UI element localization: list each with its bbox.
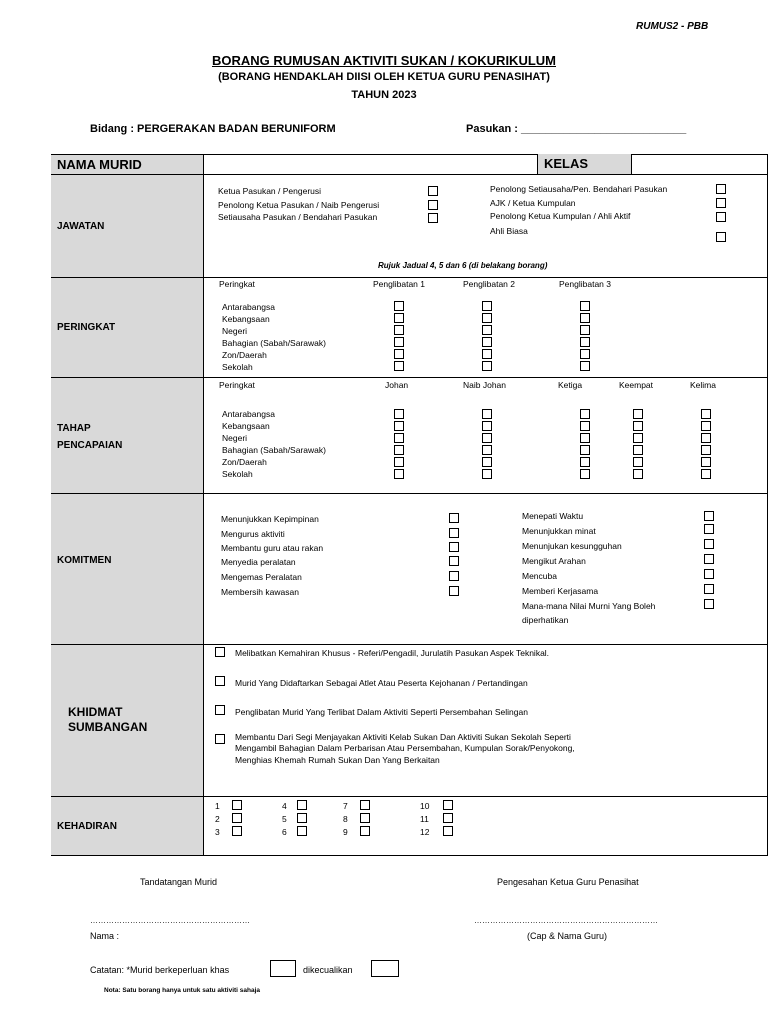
kehadiran-label: KEHADIRAN <box>57 821 117 832</box>
komitmen-checkbox[interactable] <box>449 571 459 581</box>
komitmen-checkbox[interactable] <box>449 556 459 566</box>
tahap-checkbox[interactable] <box>580 421 590 431</box>
komitmen-checkbox[interactable] <box>704 584 714 594</box>
tahap-checkbox[interactable] <box>633 469 643 479</box>
khidmat-checkbox[interactable] <box>215 734 225 744</box>
kehadiran-checkbox[interactable] <box>360 813 370 823</box>
kehadiran-number: 6 <box>282 827 287 837</box>
tahap-checkbox[interactable] <box>701 409 711 419</box>
jawatan-item: Setiausaha Pasukan / Bendahari Pasukan <box>218 212 378 222</box>
khidmat-checkbox[interactable] <box>215 647 225 657</box>
kehadiran-checkbox[interactable] <box>360 826 370 836</box>
tahap-level: Zon/Daerah <box>222 457 267 467</box>
student-signature-label: Tandatangan Murid <box>140 877 218 887</box>
komitmen-checkbox[interactable] <box>449 542 459 552</box>
tahap-header: Peringkat <box>219 380 255 390</box>
tahap-checkbox[interactable] <box>394 445 404 455</box>
tahap-checkbox[interactable] <box>580 409 590 419</box>
khidmat-item: Murid Yang Didaftarkan Sebagai Atlet Atau Peserta Kejohanan / Pertandingan <box>235 678 528 688</box>
tahap-checkbox[interactable] <box>633 457 643 467</box>
peringkat-col-2: Penglibatan 2 <box>463 279 515 289</box>
tahap-checkbox[interactable] <box>701 445 711 455</box>
peringkat-level: Antarabangsa <box>222 302 275 312</box>
jawatan-label: JAWATAN <box>57 221 105 232</box>
peringkat-col-3: Penglibatan 3 <box>559 279 611 289</box>
kehadiran-checkbox[interactable] <box>232 800 242 810</box>
peringkat-checkbox[interactable] <box>580 301 590 311</box>
tahap-cell <box>51 378 203 493</box>
khidmat-item: Menghias Khemah Rumah Sukan Dan Yang Berkaitan <box>235 755 440 765</box>
tahap-level: Bahagian (Sabah/Sarawak) <box>222 445 326 455</box>
kehadiran-number: 12 <box>420 827 430 837</box>
peringkat-checkbox[interactable] <box>580 349 590 359</box>
tahap-col-5: Kelima <box>690 380 716 390</box>
komitmen-item: Menyedia peralatan <box>221 557 296 567</box>
form-title: BORANG RUMUSAN AKTIVITI SUKAN / KOKURIKULUM <box>211 53 556 68</box>
pencapaian-label: PENCAPAIAN <box>57 440 123 451</box>
nama-murid-label: NAMA MURID <box>57 157 142 172</box>
peringkat-checkbox[interactable] <box>394 313 404 323</box>
kehadiran-cell <box>51 797 203 855</box>
form-code: RUMUS2 - PBB <box>636 21 709 32</box>
peringkat-cell <box>51 278 203 377</box>
komitmen-item: Mencuba <box>522 571 557 581</box>
komitmen-item: diperhatikan <box>522 615 569 625</box>
peringkat-checkbox[interactable] <box>394 337 404 347</box>
tahap-checkbox[interactable] <box>580 433 590 443</box>
dikecualikan-label: dikecualikan <box>303 965 353 975</box>
kehadiran-checkbox[interactable] <box>232 813 242 823</box>
komitmen-item: Menepati Waktu <box>522 511 584 521</box>
tahap-checkbox[interactable] <box>701 421 711 431</box>
peringkat-checkbox[interactable] <box>394 325 404 335</box>
kehadiran-checkbox[interactable] <box>297 826 307 836</box>
kehadiran-number: 2 <box>215 814 220 824</box>
tahap-checkbox[interactable] <box>482 469 492 479</box>
tahap-checkbox[interactable] <box>482 457 492 467</box>
khidmat-checkbox[interactable] <box>215 705 225 715</box>
jawatan-item: Penolong Ketua Pasukan / Naib Pengerusi <box>218 200 380 210</box>
nama-murid-cell <box>51 155 203 174</box>
tahap-col-1: Johan <box>385 380 409 390</box>
peringkat-level: Negeri <box>222 326 248 336</box>
kehadiran-number: 10 <box>420 801 430 811</box>
tahap-checkbox[interactable] <box>394 457 404 467</box>
peringkat-checkbox[interactable] <box>482 337 492 347</box>
kehadiran-checkbox[interactable] <box>443 813 453 823</box>
kehadiran-number: 8 <box>343 814 348 824</box>
tahap-checkbox[interactable] <box>580 469 590 479</box>
jawatan-checkbox[interactable] <box>428 213 438 223</box>
peringkat-checkbox[interactable] <box>482 361 492 371</box>
komitmen-item: Membersih kawasan <box>221 587 299 597</box>
peringkat-checkbox[interactable] <box>394 301 404 311</box>
komitmen-label: KOMITMEN <box>57 555 112 566</box>
komitmen-item: Menunjukkan Kepimpinan <box>221 514 319 524</box>
tahap-level: Sekolah <box>222 469 253 479</box>
tahap-col-2: Naib Johan <box>463 380 507 390</box>
komitmen-checkbox[interactable] <box>704 569 714 579</box>
kehadiran-checkbox[interactable] <box>443 800 453 810</box>
komitmen-checkbox[interactable] <box>704 524 714 534</box>
jawatan-item: Ahli Biasa <box>490 226 528 236</box>
jawatan-checkbox[interactable] <box>716 198 726 208</box>
nama-label: Nama : <box>90 931 120 941</box>
teacher-signature-label: Pengesahan Ketua Guru Penasihat <box>497 877 639 887</box>
kehadiran-number: 7 <box>343 801 348 811</box>
peringkat-checkbox[interactable] <box>482 301 492 311</box>
tahap-checkbox[interactable] <box>633 421 643 431</box>
peringkat-label: PERINGKAT <box>57 322 116 333</box>
jawatan-checkbox[interactable] <box>716 232 726 242</box>
jawatan-checkbox[interactable] <box>428 186 438 196</box>
tahap-level: Negeri <box>222 433 248 443</box>
jawatan-cell <box>51 175 203 277</box>
tahap-level: Kebangsaan <box>222 421 270 431</box>
kehadiran-checkbox[interactable] <box>297 800 307 810</box>
tahap-checkbox[interactable] <box>394 469 404 479</box>
nama-murid-input[interactable] <box>204 155 537 174</box>
komitmen-checkbox[interactable] <box>704 554 714 564</box>
peringkat-checkbox[interactable] <box>580 325 590 335</box>
jawatan-checkbox[interactable] <box>716 184 726 194</box>
peringkat-checkbox[interactable] <box>394 361 404 371</box>
pasukan-field[interactable]: Pasukan : ___________________________ <box>466 123 687 135</box>
komitmen-checkbox[interactable] <box>449 528 459 538</box>
student-signature-line[interactable]: …………………………………………………… <box>90 916 250 925</box>
kehadiran-number: 5 <box>282 814 287 824</box>
komitmen-checkbox[interactable] <box>704 599 714 609</box>
komitmen-item: Menunjukkan minat <box>522 526 596 536</box>
tahap-checkbox[interactable] <box>482 433 492 443</box>
khidmat-item: Mengambil Bahagian Dalam Perbarisan Atau Persembahan, Kumpulan Sorak/Penyokong, <box>235 743 575 753</box>
kelas-cell <box>537 154 632 174</box>
catatan-label: Catatan: *Murid berkeperluan khas <box>90 965 230 975</box>
bidang-field: Bidang : PERGERAKAN BADAN BERUNIFORM <box>90 123 336 135</box>
jawatan-checkbox[interactable] <box>716 212 726 222</box>
tahap-checkbox[interactable] <box>394 421 404 431</box>
tahap-level: Antarabangsa <box>222 409 275 419</box>
komitmen-checkbox[interactable] <box>704 511 714 521</box>
kelas-label: KELAS <box>544 156 589 171</box>
kelas-input[interactable] <box>633 155 767 174</box>
peringkat-checkbox[interactable] <box>482 325 492 335</box>
peringkat-col-1: Penglibatan 1 <box>373 279 425 289</box>
tahap-checkbox[interactable] <box>580 445 590 455</box>
cap-label: (Cap & Nama Guru) <box>527 931 608 941</box>
peringkat-level: Sekolah <box>222 362 253 372</box>
form-subtitle: (BORANG HENDAKLAH DIISI OLEH KETUA GURU PENASIHAT) <box>218 71 550 83</box>
peringkat-checkbox[interactable] <box>580 361 590 371</box>
peringkat-level: Zon/Daerah <box>222 350 267 360</box>
komitmen-item: Mengikut Arahan <box>522 556 586 566</box>
tahap-checkbox[interactable] <box>580 457 590 467</box>
jawatan-item: Penolong Ketua Kumpulan / Ahli Aktif <box>490 211 631 221</box>
form-year: TAHUN 2023 <box>351 89 417 101</box>
jawatan-item: Ketua Pasukan / Pengerusi <box>218 186 322 196</box>
komitmen-item: Memberi Kerjasama <box>522 586 599 596</box>
khidmat-item: Melibatkan Kemahiran Khusus - Referi/Pengadil, Jurulatih Pasukan Aspek Teknikal. <box>235 648 550 658</box>
komitmen-item: Mengurus aktiviti <box>221 529 285 539</box>
peringkat-checkbox[interactable] <box>482 313 492 323</box>
komitmen-cell <box>51 494 203 644</box>
kehadiran-checkbox[interactable] <box>360 800 370 810</box>
komitmen-checkbox[interactable] <box>449 513 459 523</box>
tahap-checkbox[interactable] <box>394 433 404 443</box>
khidmat-checkbox[interactable] <box>215 676 225 686</box>
sumbangan-label: SUMBANGAN <box>68 720 148 734</box>
kehadiran-number: 4 <box>282 801 287 811</box>
tahap-checkbox[interactable] <box>482 445 492 455</box>
tahap-checkbox[interactable] <box>482 421 492 431</box>
tahap-checkbox[interactable] <box>701 433 711 443</box>
jawatan-item: AJK / Ketua Kumpulan <box>490 198 576 208</box>
tahap-checkbox[interactable] <box>482 409 492 419</box>
nota-text: Nota: Satu borang hanya untuk satu aktiviti sahaja <box>104 987 261 994</box>
khidmat-item: Membantu Dari Segi Menjayakan Aktiviti Kelab Sukan Dan Aktiviti Sukan Sekolah Seperti <box>235 732 571 742</box>
jawatan-note: Rujuk Jadual 4, 5 dan 6 (di belakang borang) <box>378 261 548 270</box>
tahap-checkbox[interactable] <box>633 433 643 443</box>
komitmen-item: Membantu guru atau rakan <box>221 543 324 553</box>
khidmat-cell <box>51 645 203 796</box>
tahap-col-4: Keempat <box>619 380 654 390</box>
kehadiran-checkbox[interactable] <box>443 826 453 836</box>
kehadiran-number: 11 <box>420 814 429 824</box>
dikecualikan-box[interactable] <box>371 960 399 977</box>
komitmen-checkbox[interactable] <box>704 539 714 549</box>
peringkat-checkbox[interactable] <box>580 337 590 347</box>
peringkat-checkbox[interactable] <box>482 349 492 359</box>
peringkat-level: Bahagian (Sabah/Sarawak) <box>222 338 326 348</box>
tahap-col-3: Ketiga <box>558 380 583 390</box>
kehadiran-checkbox[interactable] <box>297 813 307 823</box>
teacher-signature-line[interactable]: …………………………………………………………… <box>474 916 658 925</box>
tahap-checkbox[interactable] <box>394 409 404 419</box>
peringkat-checkbox[interactable] <box>580 313 590 323</box>
jawatan-item: Penolong Setiausaha/Pen. Bendahari Pasukan <box>490 184 668 194</box>
tahap-label: TAHAP <box>57 423 91 434</box>
kehadiran-checkbox[interactable] <box>232 826 242 836</box>
tahap-checkbox[interactable] <box>633 409 643 419</box>
khidmat-item: Penglibatan Murid Yang Terlibat Dalam Aktiviti Seperti Persembahan Selingan <box>235 707 528 717</box>
komitmen-checkbox[interactable] <box>449 586 459 596</box>
table-divider <box>203 154 204 856</box>
tahap-checkbox[interactable] <box>701 469 711 479</box>
komitmen-item: Mana-mana Nilai Murni Yang Boleh <box>522 601 656 611</box>
peringkat-header: Peringkat <box>219 279 255 289</box>
kehadiran-number: 3 <box>215 827 220 837</box>
khidmat-label: KHIDMAT <box>68 705 123 719</box>
komitmen-item: Menunjukan kesungguhan <box>522 541 622 551</box>
jawatan-checkbox[interactable] <box>428 200 438 210</box>
peringkat-level: Kebangsaan <box>222 314 270 324</box>
kehadiran-number: 1 <box>215 801 220 811</box>
tahap-checkbox[interactable] <box>633 445 643 455</box>
tahap-checkbox[interactable] <box>701 457 711 467</box>
khas-box[interactable] <box>270 960 296 977</box>
komitmen-item: Mengemas Peralatan <box>221 572 302 582</box>
peringkat-checkbox[interactable] <box>394 349 404 359</box>
kehadiran-number: 9 <box>343 827 348 837</box>
